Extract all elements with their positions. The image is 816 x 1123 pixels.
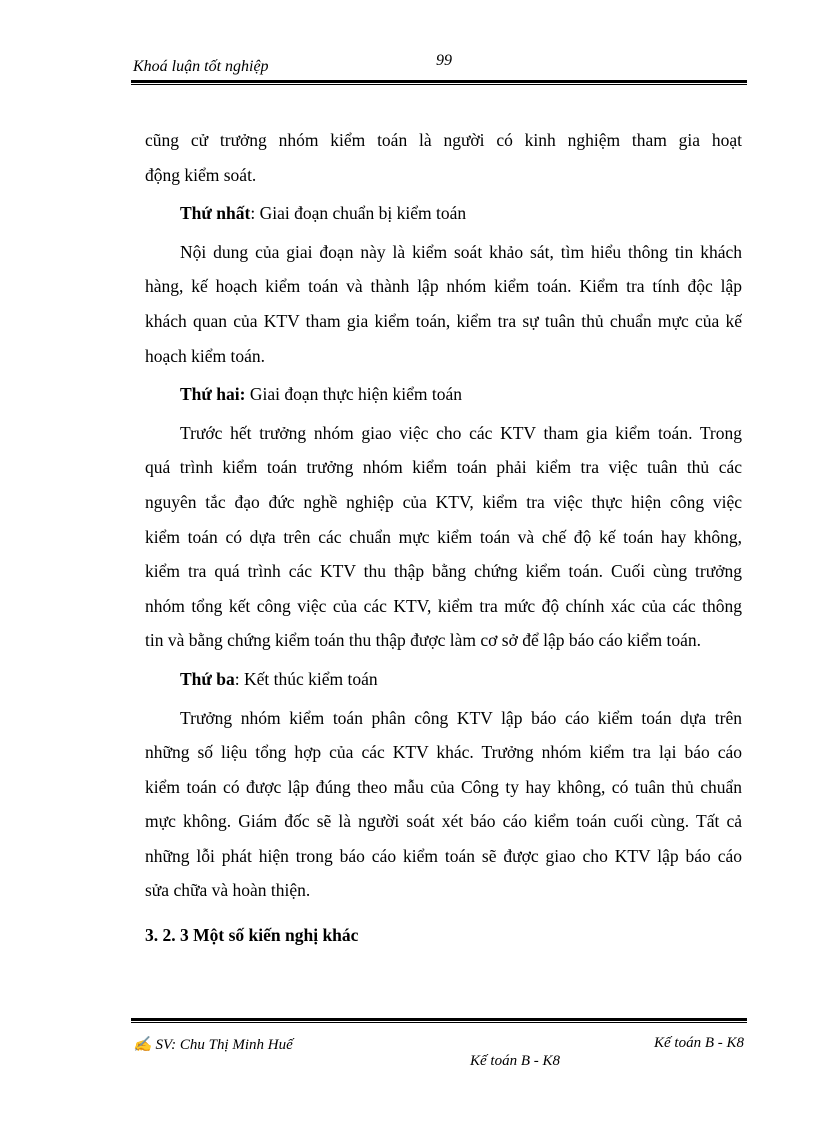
text-line: những lỗi phát hiện trong báo cáo kiểm toán sẽ được giao cho KTV lập báo cáo [145,845,742,866]
paragraph-first [145,235,742,373]
intro-paragraph [145,123,742,192]
header-title: Khoá luận tốt nghiệp [133,58,269,75]
text-line: cũng cử trưởng nhóm kiểm toán là người có kinh nghiệm tham gia hoạt [145,130,742,150]
text-line: quá trình kiểm toán trưởng nhóm kiểm toán phải kiểm tra việc tuân thủ các [145,457,742,478]
page-body [145,123,742,953]
section-label: Thứ ba [180,668,235,689]
student-name: SV: Chu Thị Minh Huế [155,1037,293,1053]
footer-class: Kế toán B - K8 [654,1035,744,1051]
text-line: Nội dung của giai đoạn này là kiểm soát khảo sát, tìm hiểu thông tin khách [180,241,742,262]
page-number: 99 [436,52,452,69]
section-heading: 3. 2. 3 Một số kiến nghị khác [145,925,359,946]
text-line: những số liệu tổng hợp của các KTV khác. Trưởng nhóm kiểm tra lại báo cáo [145,742,742,763]
text-line: động kiểm soát. [145,164,257,185]
section-text: Giai đoạn thực hiện kiểm toán [245,384,462,405]
text-line: hoạch kiểm toán. [145,345,266,366]
paragraph-third [145,701,742,909]
section-second [145,377,742,412]
section-label: Thứ nhất [180,203,251,224]
text-line: hàng, kế hoạch kiểm toán và thành lập nhóm kiểm toán. Kiểm tra tính độc lập [145,276,742,297]
writing-hand-icon: ✍ [133,1037,156,1053]
paragraph-second [145,416,742,658]
section-first [145,196,742,231]
text-line: mực không. Giám đốc sẽ là người soát xét báo cáo kiểm toán cuối cùng. Tất cả [145,811,742,832]
text-line: tin và bằng chứng kiểm toán thu thập được làm cơ sở để lập báo cáo kiểm toán. [145,630,702,651]
header-rule [131,80,747,85]
footer-rule [131,1018,747,1023]
text-line: Trước hết trưởng nhóm giao việc cho các KTV tham gia kiểm toán. Trong [180,422,742,443]
text-line: kiểm toán có được lập đúng theo mẫu của Công ty hay không, có tuân thủ chuẩn [145,776,742,797]
text-line: kiểm tra quá trình các KTV thu thập bằng chứng kiểm toán. Cuối cùng trưởng [145,561,742,582]
text-line: Trưởng nhóm kiểm toán phân công KTV lập báo cáo kiểm toán dựa trên [180,707,742,728]
text-line: nhóm tổng kết công việc của các KTV, kiểm tra mức độ chính xác của các thông [145,595,742,616]
text-line: sửa chữa và hoàn thiện. [145,880,311,901]
footer-student [133,1035,293,1054]
section-third [145,662,742,697]
text-line: khách quan của KTV tham gia kiểm toán, kiểm tra sự tuân thủ chuẩn mực của kế [145,310,742,331]
footer-class-center: Kế toán B - K8 [470,1053,560,1069]
section-label: Thứ hai: [180,384,246,405]
text-line: kiểm toán có dựa trên các chuẩn mực kiểm toán và chế độ kế toán hay không, [145,526,742,547]
section-text: : Kết thúc kiểm toán [234,668,378,689]
section-text: : Giai đoạn chuẩn bị kiểm toán [250,203,467,224]
text-line: nguyên tắc đạo đức nghề nghiệp của KTV, kiểm tra việc thực hiện công việc [145,491,742,512]
